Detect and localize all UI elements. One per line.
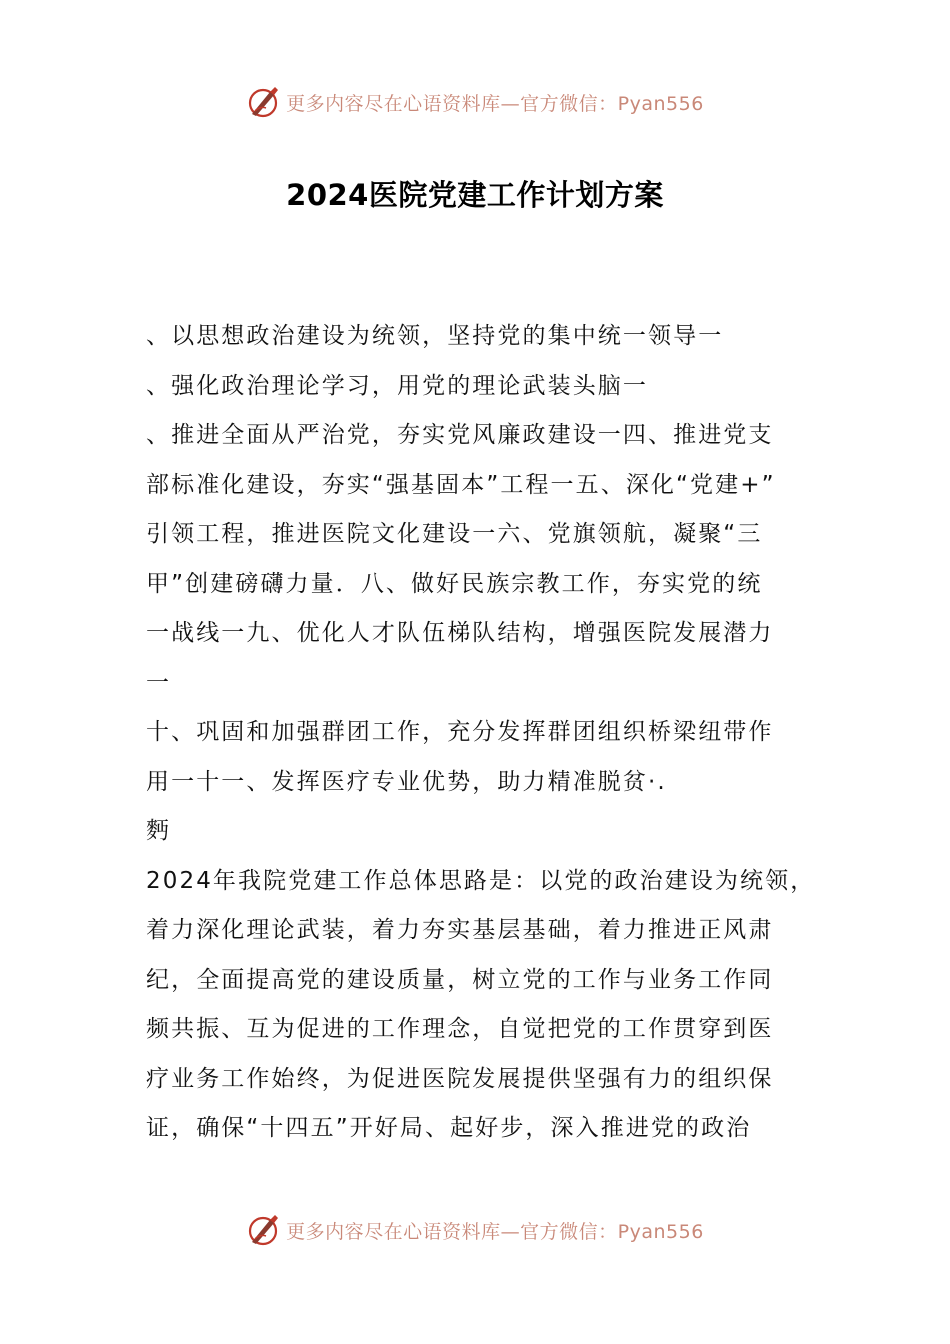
body-line: 证，确保“十四五”开好局、起好步，深入推进党的政治 xyxy=(146,1115,752,1141)
header-banner xyxy=(0,79,950,125)
body-line: 一 xyxy=(146,669,172,696)
document-body xyxy=(146,312,816,1154)
footer-banner-label: 更多内容尽在心语资料库—官方微信： xyxy=(286,1220,618,1243)
body-line: 引领工程，推进医院文化建设一六、党旗领航，凝聚“三 xyxy=(146,521,763,547)
body-line: 十、巩固和加强群团工作，充分发挥群团组织桥梁纽带作 xyxy=(146,719,774,745)
body-line: 用一十一、发挥医疗专业优势，助力精准脱贫·. xyxy=(146,768,667,795)
footer-banner-text xyxy=(286,1217,704,1244)
body-line: 一战线一九、优化人才队伍梯队结构，增强医院发展潜力 xyxy=(146,620,774,646)
body-line: 、强化政治理论学习，用党的理论武装头脑一 xyxy=(146,372,648,399)
pen-circle-logo-icon xyxy=(246,1212,282,1248)
body-line: 、推进全面从严治党，夯实党风廉政建设一四、推进党支 xyxy=(146,422,774,448)
body-line: 2024年我院党建工作总体思路是：以党的政治建设为统领， xyxy=(146,867,816,894)
body-line: 、以思想政治建设为统领，坚持党的集中统一领导一 xyxy=(146,323,724,349)
body-line: 部标准化建设，夯实“强基固本”工程一五、深化“党建+” xyxy=(146,471,776,498)
footer-banner xyxy=(0,1207,950,1253)
body-line: 频共振、互为促进的工作理念，自觉把党的工作贯穿到医 xyxy=(146,1016,774,1042)
document-title: 2024医院党建工作计划方案 xyxy=(286,178,664,212)
footer-banner-wechat-id: Pyan556 xyxy=(617,1220,704,1243)
header-banner-text xyxy=(286,89,704,116)
body-line: 着力深化理论武装，着力夯实基层基础，着力推进正风肃 xyxy=(146,917,774,943)
body-line: 甲”创建磅礴力量．八、做好民族宗教工作，夯实党的统 xyxy=(146,570,763,597)
body-line: 纪，全面提高党的建设质量，树立党的工作与业务工作同 xyxy=(146,966,774,993)
body-line: 麪 xyxy=(146,818,172,844)
header-banner-wechat-id: Pyan556 xyxy=(617,92,704,115)
body-line: 疗业务工作始终，为促进医院发展提供坚强有力的组织保 xyxy=(146,1065,774,1092)
header-banner-label: 更多内容尽在心语资料库—官方微信： xyxy=(286,92,618,115)
pen-circle-logo-icon xyxy=(246,84,282,120)
